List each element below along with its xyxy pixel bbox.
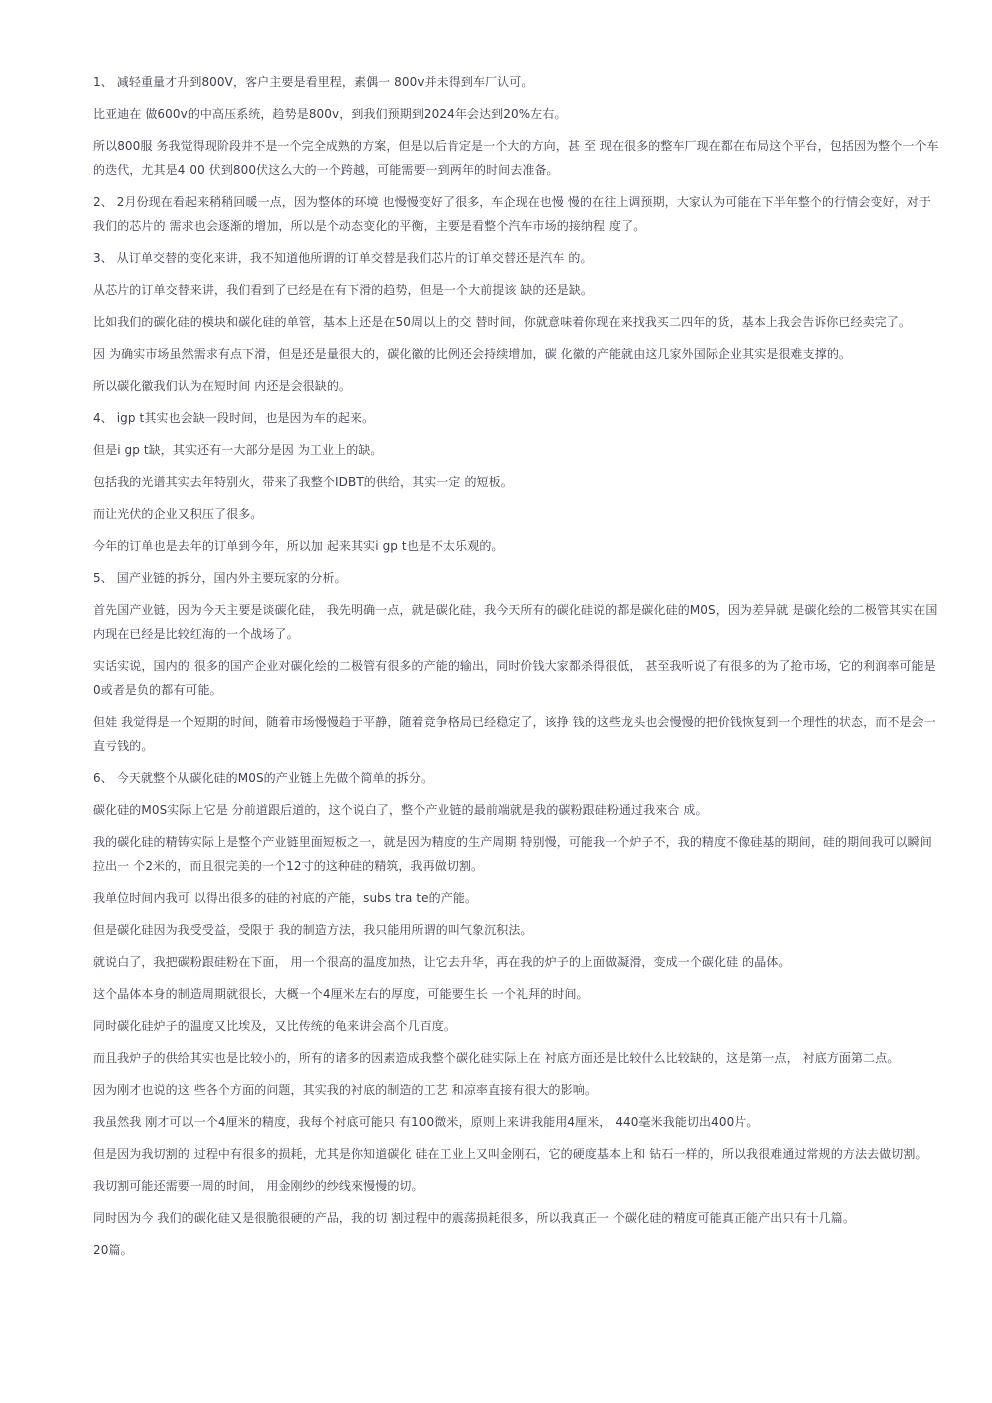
paragraph: 而且我炉子的供给其实也是比较小的，所有的诸多的因素造成我整个碳化硅实际上在 衬底方面还是比较什么比较缺的，这是第一点， 衬底方面第二点。 bbox=[93, 1051, 900, 1065]
paragraph: 包括我的光谱其实去年特别火，带来了我整个IDBT的供给，其实一定 的短板。 bbox=[93, 475, 513, 489]
paragraph: 就说白了，我把碳粉跟硅粉在下面， 用一个很高的温度加热，让它去升华，再在我的炉子的上面做凝滑，变成一个碳化硅 的晶体。 bbox=[93, 955, 791, 969]
document-body bbox=[93, 70, 943, 1270]
paragraph: 因为刚才也说的这 些各个方面的问题，其实我的衬底的制造的工艺 和凉率直接有很大的影响。 bbox=[93, 1083, 597, 1097]
paragraph: 首先国产业链，因为今天主要是谈碳化硅， 我先明确一点，就是碳化硅，我今天所有的碳化硅说的都是碳化硅的M0S，因为差异就 是碳化绘的二极管其实在国内现在已经是比较红海的一个战场了。 bbox=[93, 603, 938, 641]
paragraph: 而让光伏的企业又积压了很多。 bbox=[93, 507, 263, 521]
paragraph: 但是碳化硅因为我受受益，受限于 我的制造方法，我只能用所谓的叫气象沉积法。 bbox=[93, 923, 533, 937]
paragraph: 从芯片的订单交替来讲，我们看到了已经是在有下滑的趋势，但是一个大前提该 缺的还是缺。 bbox=[93, 283, 594, 297]
paragraph: 我切割可能还需要一周的时间， 用金刚纱的纱线來慢慢的切。 bbox=[93, 1179, 424, 1193]
paragraph: 因 为确实市场虽然需求有点下滑，但是还是量很大的，碳化徽的比例还会持续增加，碳 化徽的产能就由这几家外国际企业其实是很难支撑的。 bbox=[93, 347, 852, 361]
paragraph: 20篇。 bbox=[93, 1243, 133, 1257]
paragraph: 我单位时间内我可 以得出很多的硅的衬底的产能，subs tra te的产能。 bbox=[93, 891, 478, 905]
paragraph: 比如我们的碳化硅的模块和碳化硅的单管，基本上还是在50周以上的交 替时间，你就意味着你现在来找我买二四年的货，基本上我会告诉你已经卖完了。 bbox=[93, 315, 911, 329]
paragraph: 这个晶体本身的制造周期就很长，大概一个4厘米左右的厚度，可能要生长 一个礼拜的时间。 bbox=[93, 987, 589, 1001]
paragraph: 但娃 我觉得是一个短期的时间，随着市场慢慢趋于平静，随着竞争格局已经稳定了，该挣 钱的这些龙头也会慢慢的把价钱恢复到一个理性的状态，而不是会一直亏钱的。 bbox=[93, 715, 936, 753]
paragraph: 比亚迪在 做600v的中高压系统，趋势是800v，到我们预期到2024年会达到20%左右。 bbox=[93, 107, 567, 121]
paragraph: 所以800服 务我觉得现阶段并不是一个完全成熟的方案，但是以后肯定是一个大的方向，甚 至 现在很多的整车厂现在都在布局这个平台，包括因为整个一个车的迭代，尤其是4 00 伏到800伏这么大的一个跨越，可能需要一到两年的时间去准备。 bbox=[93, 139, 939, 177]
paragraph: 同时因为今 我们的碳化硅又是很脆很硬的产品，我的切 割过程中的震荡损耗很多，所以我真正一 个碳化硅的精度可能真正能产出只有十几篇。 bbox=[93, 1211, 855, 1225]
paragraph: 碳化硅的M0S实际上它是 分前道跟后道的，这个说白了，整个产业链的最前端就是我的碳粉跟硅粉通过我來合 成。 bbox=[93, 803, 708, 817]
paragraph: 2、 2月份现在看起来稍稍回暖一点，因为整体的环境 也慢慢变好了很多，车企现在也慢 慢的在往上调预期，大家认为可能在下半年整个的行情会变好，对于我们的芯片的 需求也会逐渐的增加，所以是个动态变化的平衡，主要是看整个汽车市场的接纳程 度了。 bbox=[93, 195, 931, 233]
paragraph: 1、 减轻重量才升到800V，客户主要是看里程，素偶一 800v并未得到车厂认可。 bbox=[93, 75, 534, 89]
paragraph: 实话实说，国内的 很多的国产企业对碳化绘的二极管有很多的产能的输出，同时价钱大家都杀得很低， 甚至我听说了有很多的为了抢市场，它的利润率可能是0或者是负的都有可能。 bbox=[93, 659, 936, 697]
paragraph: 同时碳化硅炉子的温度又比埃及，又比传统的龟来讲会高个几百度。 bbox=[93, 1019, 457, 1033]
paragraph: 今年的订单也是去年的订单到今年，所以加 起来其实i gp t也是不太乐观的。 bbox=[93, 539, 504, 553]
paragraph: 6、 今天就整个从碳化硅的M0S的产业链上先做个简单的拆分。 bbox=[93, 771, 434, 785]
paragraph: 我的碳化硅的精铸实际上是整个产业链里面短板之一，就是因为精度的生产周期 特别慢，可能我一个炉子不，我的精度不像硅基的期间，硅的期间我可以瞬间拉出一 个2米的，而且很完美的一个12寸的这种硅的精筑，我再做切割。 bbox=[93, 835, 932, 873]
paragraph: 4、 igp t其实也会缺一段时间，也是因为车的起来。 bbox=[93, 411, 375, 425]
paragraph: 5、 国产业链的拆分，国内外主要玩家的分析。 bbox=[93, 571, 347, 585]
paragraph: 所以碳化徽我们认为在短时间 内还是会很缺的。 bbox=[93, 379, 352, 393]
paragraph: 3、 从订单交替的变化来讲，我不知道他所谓的订单交替是我们芯片的订单交替还是汽车 的。 bbox=[93, 251, 593, 265]
paragraph: 我虽然我 刚才可以一个4厘米的精度，我每个衬底可能只 有100微米，原则上来讲我能用4厘米， 440毫米我能切出400片。 bbox=[93, 1115, 759, 1129]
paragraph: 但是因为我切割的 过程中有很多的损耗，尤其是你知道碳化 硅在工业上又叫金刚石，它的硬度基本上和 钻石一样的，所以我很难通过常规的方法去做切割。 bbox=[93, 1147, 928, 1161]
paragraph: 但是i gp t缺，其实还有一大部分是因 为工业上的缺。 bbox=[93, 443, 383, 457]
